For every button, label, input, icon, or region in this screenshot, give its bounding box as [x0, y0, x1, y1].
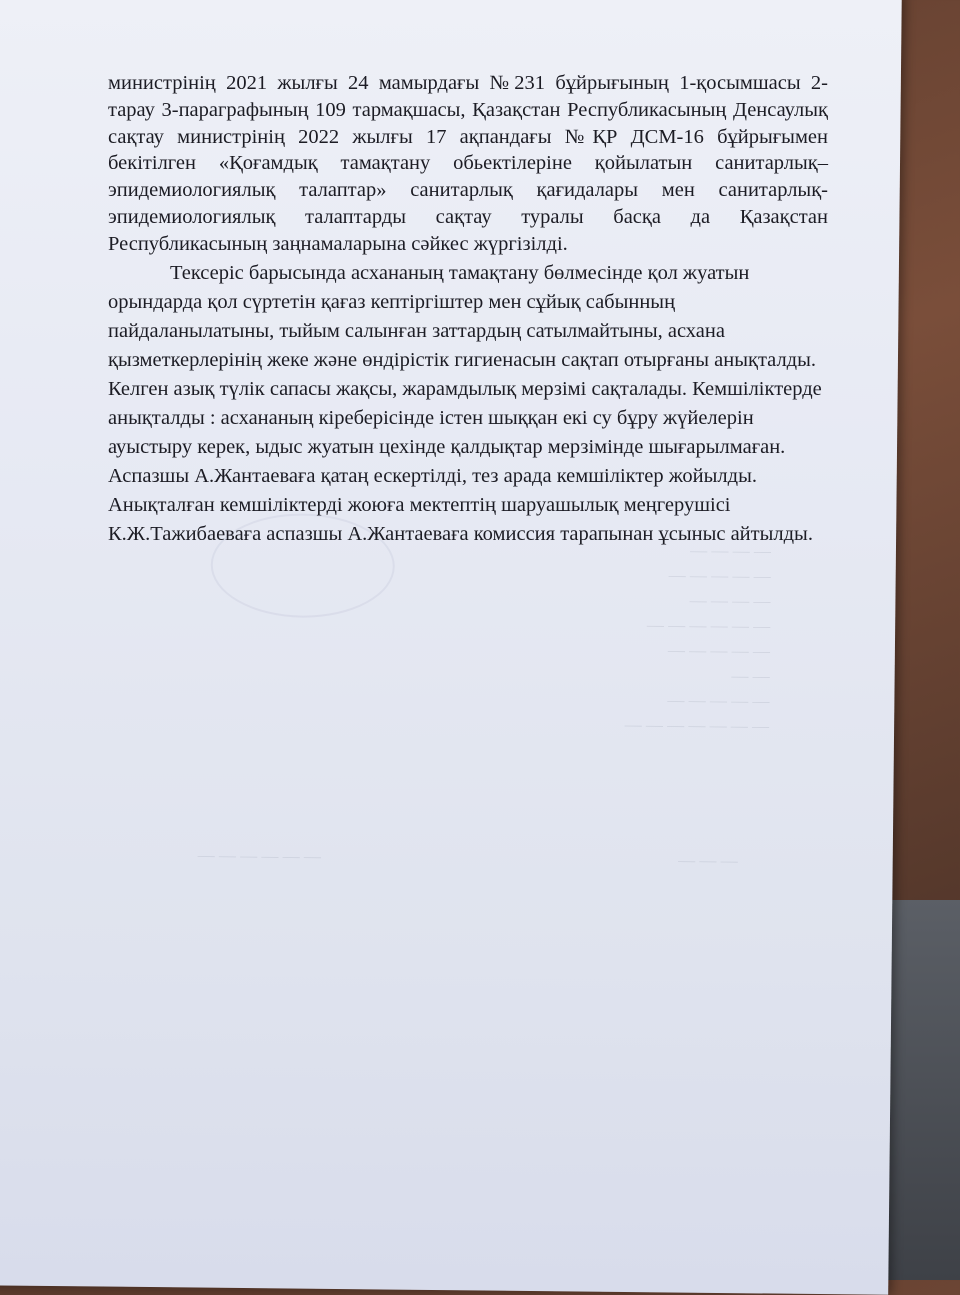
document-body: [108, 70, 828, 549]
paragraph-legal-basis: министрінің 2021 жылғы 24 мамырдағы №231 бұйрығының 1-қосымшасы 2-тарау 3-параграфының 109 тармақшасы, Қазақстан Республикасының Денсаулық сақтау министрінің 2022 жылғы 17 ақпандағы №ҚР ДСМ-16 бұйрығымен бекітілген «Қоғамдық тамақтану обьектілеріне қойылатын санитарлық– эпидемиологиялық талаптар» санитарлық қағидалары мен санитарлық-эпидемиологиялық талаптарды сақтау туралы басқа да Қазақстан Республикасының заңнамаларына сәйкес жүргізілді.: [108, 72, 828, 255]
paragraph-inspection-results: Тексеріс барысында асхананың тамақтану бөлмесінде қол жуатын орындарда қол сүртетін қағаз кептіргіштер мен сұйық сабынның пайдаланылатыны, тыйым салынған заттардың сатылмайтыны, асхана қызметкерлерінің жеке және өндірістік гигиенасын сақтап отырғаны анықталды. Келген азық түлік сапасы жақсы, жарамдылық мерзімі сақталады. Кемшіліктерде анықталды : асхананың кіреберісінде істен шыққан екі су бұру жүйелерін ауыстыру керек, ыдыс жуатын цехінде қалдықтар мерзімінде шығарылмаған. Аспазшы А.Жантаеваға қатаң ескертілді, тез арада кемшіліктер жойылды. Анықталған кемшіліктерді жоюға мектептің шаруашылық меңгерушісі К.Ж.Тажибаеваға аспазшы А.Жантаеваға комиссия тарапынан ұсыныс айтылды.: [108, 261, 822, 545]
reverse-side-names: — — — — — — — — — — — — — — — — — — — — — — — — — — — — — — — — — — — — — —: [624, 540, 772, 736]
reverse-side-footer: — — — — — — — — —: [197, 845, 738, 871]
